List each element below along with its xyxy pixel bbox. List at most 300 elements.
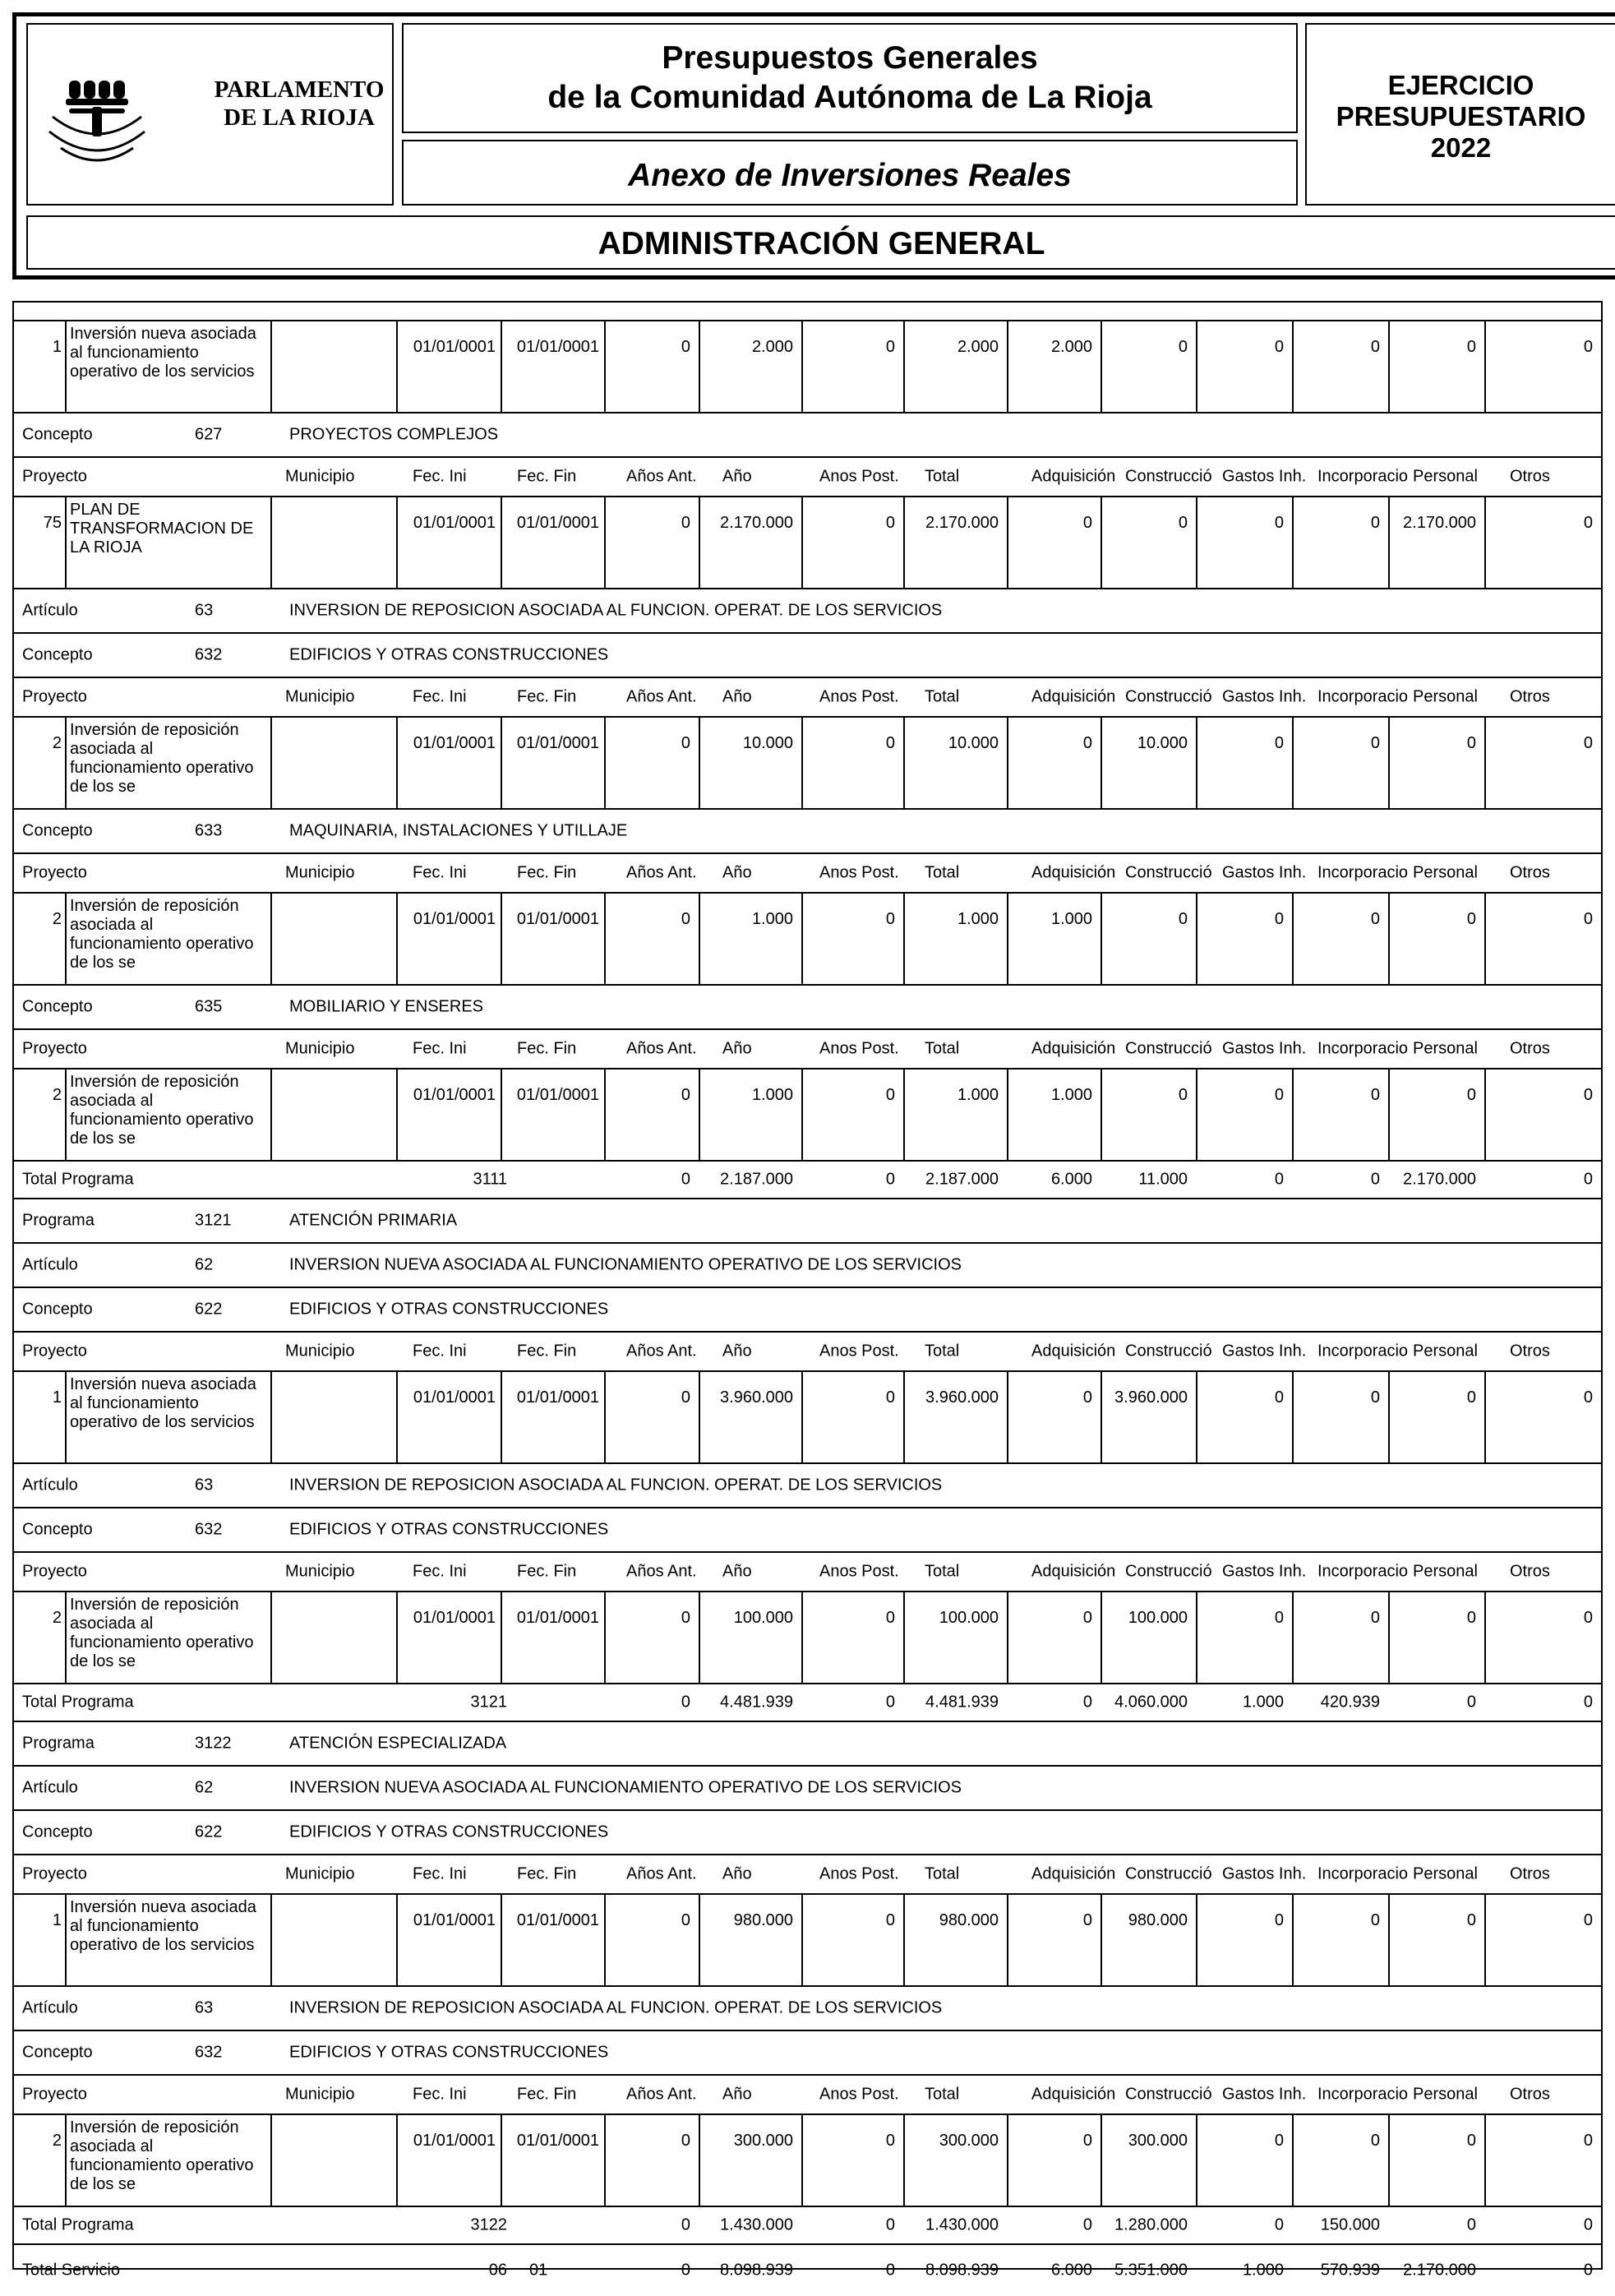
column-header: Anos Post. — [819, 467, 899, 486]
column-header: Personal — [1413, 863, 1478, 882]
column-header: Anos Post. — [819, 1342, 899, 1361]
anos-ant-value: 0 — [604, 718, 699, 808]
total-value: 1.000 — [903, 1069, 1007, 1160]
column-header: Anos Post. — [819, 687, 899, 706]
column-header: Fec. Ini — [413, 863, 467, 882]
project-row — [14, 1591, 1601, 1683]
column-header: Otros — [1510, 1039, 1550, 1058]
group-code: 62 — [195, 1255, 214, 1274]
otros-value: 0 — [1484, 894, 1601, 984]
total-value: 3.960.000 — [903, 1372, 1007, 1462]
anos-ant-value: 0 — [604, 1372, 699, 1462]
gastos-inh-value: 0 — [1196, 894, 1292, 984]
anos-ant-value: 0 — [604, 894, 699, 984]
total-code: 3121 — [470, 1693, 507, 1712]
total-amount: 0 — [885, 2261, 895, 2280]
project-number: 2 — [52, 734, 62, 752]
total-code: 3111 — [473, 1170, 507, 1189]
ano-value: 980.000 — [699, 1895, 801, 1985]
otros-value: 0 — [1484, 1895, 1601, 1985]
ano-value: 1.000 — [699, 1069, 801, 1160]
column-header: Proyecto — [22, 2085, 87, 2104]
column-header: Personal — [1413, 687, 1478, 706]
column-header: Personal — [1413, 1864, 1478, 1883]
total-amount: 0 — [1082, 2215, 1092, 2234]
personal-value: 0 — [1388, 1372, 1484, 1462]
column-header: Total — [925, 1039, 960, 1058]
column-header: Total — [925, 687, 960, 706]
anos-post-value: 0 — [801, 2115, 903, 2206]
column-header: Otros — [1510, 1864, 1550, 1883]
group-kind: Programa — [22, 1734, 95, 1753]
total-value: 2.170.000 — [903, 497, 1007, 588]
anos-post-value: 0 — [801, 1592, 903, 1683]
total-amount: 2.187.000 — [925, 1170, 999, 1189]
construccion-value: 3.960.000 — [1101, 1372, 1196, 1462]
project-name: Inversión de reposición asociada al funcionamiento operativo de los se — [65, 894, 270, 984]
total-code-secondary: 01 — [529, 2261, 548, 2280]
gastos-inh-value: 0 — [1196, 1069, 1292, 1160]
column-header: Proyecto — [22, 863, 87, 882]
project-name: Inversión de reposición asociada al funcionamiento operativo de los se — [65, 1592, 270, 1683]
project-number: 1 — [52, 1911, 62, 1929]
column-header: Personal — [1413, 467, 1478, 486]
column-header: Adquisición — [1031, 1562, 1116, 1581]
project-row — [14, 1370, 1601, 1462]
group-code: 3121 — [195, 1211, 232, 1230]
anos-post-value: 0 — [801, 1895, 903, 1985]
anos-post-value: 0 — [801, 497, 903, 588]
column-header: Municipio — [285, 687, 355, 706]
project-row — [14, 716, 1601, 808]
group-kind: Artículo — [22, 1998, 78, 2017]
column-header: Adquisición — [1031, 467, 1116, 486]
group-label-row — [14, 1765, 1601, 1809]
group-kind: Artículo — [22, 601, 78, 620]
total-amount: 1.430.000 — [925, 2215, 999, 2234]
group-description: ATENCIÓN PRIMARIA — [289, 1211, 458, 1230]
group-code: 635 — [195, 997, 223, 1016]
adquisicion-value: 0 — [1007, 497, 1101, 588]
column-header-row — [14, 677, 1601, 716]
total-amount: 150.000 — [1320, 2215, 1380, 2234]
group-label-row — [14, 1721, 1601, 1765]
adquisicion-value: 2.000 — [1007, 321, 1101, 412]
total-amount: 4.481.939 — [925, 1693, 999, 1712]
group-label-row — [14, 2030, 1601, 2074]
column-header: Adquisición — [1031, 2085, 1116, 2104]
fecha-fin: 01/01/0001 — [501, 1372, 604, 1462]
column-header: Total — [925, 1342, 960, 1361]
column-header: Gastos Inh. — [1222, 687, 1307, 706]
column-header: Personal — [1413, 1342, 1478, 1361]
project-name: PLAN DE TRANSFORMACION DE LA RIOJA — [65, 497, 270, 588]
column-header-row — [14, 852, 1601, 892]
column-header: Años Ant. — [626, 1864, 697, 1883]
total-amount: 2.187.000 — [720, 1170, 793, 1189]
total-amount: 0 — [1466, 2215, 1476, 2234]
project-row — [14, 2114, 1601, 2206]
total-amount: 0 — [1082, 1693, 1092, 1712]
fecha-fin: 01/01/0001 — [501, 1592, 604, 1683]
group-description: INVERSION DE REPOSICION ASOCIADA AL FUNCION. OPERAT. DE LOS SERVICIOS — [289, 1998, 943, 2017]
incorporacion-value: 0 — [1292, 1592, 1388, 1683]
fecha-inicio: 01/01/0001 — [396, 718, 501, 808]
column-header: Fec. Fin — [517, 1342, 577, 1361]
construccion-value: 10.000 — [1101, 718, 1196, 808]
column-header: Anos Post. — [819, 1864, 899, 1883]
otros-value: 0 — [1484, 1069, 1601, 1160]
fecha-inicio: 01/01/0001 — [396, 497, 501, 588]
municipio-cell — [270, 1069, 396, 1160]
ano-value: 100.000 — [699, 1592, 801, 1683]
total-amount: 0 — [885, 2215, 895, 2234]
municipio-cell — [270, 497, 396, 588]
column-header: Gastos Inh. — [1222, 863, 1307, 882]
fecha-inicio: 01/01/0001 — [396, 894, 501, 984]
total-value: 10.000 — [903, 718, 1007, 808]
column-header-row — [14, 1028, 1601, 1068]
total-amount: 8.098.939 — [720, 2261, 793, 2280]
gastos-inh-value: 0 — [1196, 1895, 1292, 1985]
column-header: Año — [722, 863, 752, 882]
gastos-inh-value: 0 — [1196, 1592, 1292, 1683]
column-header: Gastos Inh. — [1222, 467, 1307, 486]
personal-value: 0 — [1388, 1895, 1484, 1985]
total-amount: 0 — [885, 1693, 895, 1712]
column-header: Fec. Fin — [517, 1864, 577, 1883]
group-label-row — [14, 632, 1601, 677]
logo-line: PARLAMENTO — [214, 76, 385, 103]
column-header: Incorporacio — [1317, 1039, 1409, 1058]
column-header-row — [14, 1551, 1601, 1591]
total-amount: 0 — [1274, 2215, 1284, 2234]
group-label-row — [14, 984, 1601, 1028]
column-header: Año — [722, 2085, 752, 2104]
total-amount: 570.939 — [1320, 2261, 1380, 2280]
group-label-row — [14, 588, 1601, 632]
logo-line: DE LA RIOJA — [224, 104, 375, 131]
total-amount: 4.481.939 — [720, 1693, 793, 1712]
total-amount: 0 — [1370, 1170, 1380, 1189]
ano-value: 1.000 — [699, 894, 801, 984]
column-header: Años Ant. — [626, 2085, 697, 2104]
ano-value: 3.960.000 — [699, 1372, 801, 1462]
section-title: ADMINISTRACIÓN GENERAL — [26, 215, 1615, 270]
otros-value: 0 — [1484, 718, 1601, 808]
group-kind: Concepto — [22, 1300, 93, 1319]
column-header: Incorporacio — [1317, 2085, 1409, 2104]
total-amount: 8.098.939 — [925, 2261, 999, 2280]
fecha-fin: 01/01/0001 — [501, 894, 604, 984]
group-code: 622 — [195, 1822, 223, 1841]
total-amount: 2.170.000 — [1403, 1170, 1476, 1189]
adquisicion-value: 0 — [1007, 2115, 1101, 2206]
year-line: PRESUPUESTARIO — [1336, 101, 1586, 132]
column-header: Municipio — [285, 467, 355, 486]
project-name: Inversión nueva asociada al funcionamiento operativo de los servicios — [65, 1895, 270, 1985]
project-name: Inversión nueva asociada al funcionamiento operativo de los servicios — [65, 1372, 270, 1462]
column-header: Incorporacio — [1317, 1342, 1409, 1361]
column-header: Anos Post. — [819, 1562, 899, 1581]
group-code: 633 — [195, 821, 223, 840]
total-row — [14, 2206, 1601, 2243]
column-header: Adquisición — [1031, 1039, 1116, 1058]
group-kind: Artículo — [22, 1476, 78, 1494]
project-row — [14, 1068, 1601, 1160]
anos-ant-value: 0 — [604, 1592, 699, 1683]
group-kind: Concepto — [22, 821, 93, 840]
project-number: 2 — [52, 1086, 62, 1104]
total-amount: 2.170.000 — [1403, 2261, 1476, 2280]
total-row — [14, 1683, 1601, 1721]
adquisicion-value: 0 — [1007, 1895, 1101, 1985]
total-amount: 0 — [1466, 1693, 1476, 1712]
group-code: 627 — [195, 425, 223, 444]
personal-value: 0 — [1388, 321, 1484, 412]
column-header: Construcció — [1125, 687, 1212, 706]
construccion-value: 0 — [1101, 894, 1196, 984]
year-line: 2022 — [1430, 132, 1492, 163]
total-value: 100.000 — [903, 1592, 1007, 1683]
column-header: Construcció — [1125, 863, 1212, 882]
project-row — [14, 892, 1601, 984]
group-description: INVERSION DE REPOSICION ASOCIADA AL FUNCION. OPERAT. DE LOS SERVICIOS — [289, 601, 943, 620]
construccion-value: 300.000 — [1101, 2115, 1196, 2206]
project-row — [14, 1893, 1601, 1985]
construccion-value: 0 — [1101, 321, 1196, 412]
column-header: Años Ant. — [626, 1342, 697, 1361]
total-value: 1.000 — [903, 894, 1007, 984]
fecha-fin: 01/01/0001 — [501, 718, 604, 808]
group-kind: Concepto — [22, 997, 93, 1016]
total-row — [14, 2243, 1601, 2296]
personal-value: 0 — [1388, 2115, 1484, 2206]
column-header: Fec. Fin — [517, 687, 577, 706]
total-amount: 0 — [681, 2261, 690, 2280]
gastos-inh-value: 0 — [1196, 2115, 1292, 2206]
document-subtitle: Anexo de Inversiones Reales — [402, 140, 1298, 206]
total-label: Total Servicio — [22, 2261, 120, 2280]
column-header: Personal — [1413, 2085, 1478, 2104]
column-header: Construcció — [1125, 1562, 1212, 1581]
group-code: 63 — [195, 1476, 214, 1494]
personal-value: 2.170.000 — [1388, 497, 1484, 588]
incorporacion-value: 0 — [1292, 1372, 1388, 1462]
column-header: Adquisición — [1031, 863, 1116, 882]
group-label-row — [14, 1198, 1601, 1242]
total-amount: 1.000 — [1242, 1693, 1284, 1712]
column-header: Fec. Ini — [413, 467, 467, 486]
total-code: 06 — [488, 2261, 507, 2280]
total-amount: 0 — [1274, 1170, 1284, 1189]
column-header: Personal — [1413, 1039, 1478, 1058]
column-header-row — [14, 456, 1601, 496]
column-header: Fec. Ini — [413, 1562, 467, 1581]
project-name: Inversión de reposición asociada al funcionamiento operativo de los se — [65, 2115, 270, 2206]
project-number: 2 — [52, 2132, 62, 2150]
column-header: Construcció — [1125, 1039, 1212, 1058]
fecha-inicio: 01/01/0001 — [396, 1372, 501, 1462]
group-code: 63 — [195, 601, 214, 620]
anos-ant-value: 0 — [604, 321, 699, 412]
otros-value: 0 — [1484, 1592, 1601, 1683]
project-row — [14, 496, 1601, 588]
column-header: Fec. Ini — [413, 1864, 467, 1883]
group-kind: Concepto — [22, 2043, 93, 2062]
column-header: Adquisición — [1031, 687, 1116, 706]
total-code: 3122 — [470, 2215, 507, 2234]
construccion-value: 980.000 — [1101, 1895, 1196, 1985]
column-header: Años Ant. — [626, 1039, 697, 1058]
total-value: 2.000 — [903, 321, 1007, 412]
anos-post-value: 0 — [801, 718, 903, 808]
column-header: Proyecto — [22, 1039, 87, 1058]
group-kind: Artículo — [22, 1255, 78, 1274]
column-header: Fec. Fin — [517, 863, 577, 882]
group-code: 3122 — [195, 1734, 232, 1753]
column-header: Municipio — [285, 1039, 355, 1058]
column-header: Construcció — [1125, 1864, 1212, 1883]
personal-value: 0 — [1388, 718, 1484, 808]
project-number: 75 — [43, 514, 62, 532]
total-amount: 0 — [1583, 2261, 1593, 2280]
group-code: 632 — [195, 645, 223, 664]
total-label: Total Programa — [22, 2215, 134, 2234]
anos-ant-value: 0 — [604, 497, 699, 588]
municipio-cell — [270, 718, 396, 808]
municipio-cell — [270, 2115, 396, 2206]
total-amount: 1.430.000 — [720, 2215, 793, 2234]
incorporacion-value: 0 — [1292, 1069, 1388, 1160]
group-kind: Programa — [22, 1211, 95, 1230]
otros-value: 0 — [1484, 321, 1601, 412]
group-description: ATENCIÓN ESPECIALIZADA — [289, 1734, 507, 1753]
project-number: 2 — [52, 910, 62, 928]
group-description: EDIFICIOS Y OTRAS CONSTRUCCIONES — [289, 1300, 609, 1319]
group-label-row — [14, 1287, 1601, 1331]
column-header: Anos Post. — [819, 2085, 899, 2104]
column-header: Municipio — [285, 2085, 355, 2104]
construccion-value: 100.000 — [1101, 1592, 1196, 1683]
total-amount: 11.000 — [1138, 1170, 1188, 1189]
column-header: Fec. Ini — [413, 1342, 467, 1361]
total-amount: 0 — [681, 2215, 690, 2234]
gastos-inh-value: 0 — [1196, 497, 1292, 588]
investment-table — [12, 301, 1603, 2280]
column-header: Incorporacio — [1317, 1562, 1409, 1581]
otros-value: 0 — [1484, 1372, 1601, 1462]
column-header: Personal — [1413, 1562, 1478, 1581]
group-code: 62 — [195, 1778, 214, 1797]
column-header: Otros — [1510, 467, 1550, 486]
group-code: 622 — [195, 1300, 223, 1319]
municipio-cell — [270, 1895, 396, 1985]
fecha-fin: 01/01/0001 — [501, 1895, 604, 1985]
column-header: Gastos Inh. — [1222, 1562, 1307, 1581]
adquisicion-value: 0 — [1007, 718, 1101, 808]
total-amount: 6.000 — [1050, 1170, 1092, 1189]
column-header: Otros — [1510, 2085, 1550, 2104]
title-line: Presupuestos Generales — [662, 40, 1038, 76]
column-header-row — [14, 1854, 1601, 1893]
group-description: EDIFICIOS Y OTRAS CONSTRUCCIONES — [289, 2043, 609, 2062]
column-header: Total — [925, 1864, 960, 1883]
fecha-fin: 01/01/0001 — [501, 2115, 604, 2206]
column-header: Incorporacio — [1317, 687, 1409, 706]
column-header: Gastos Inh. — [1222, 2085, 1307, 2104]
column-header: Fec. Fin — [517, 1039, 577, 1058]
column-header: Año — [722, 1039, 752, 1058]
total-value: 300.000 — [903, 2115, 1007, 2206]
parliament-name — [192, 76, 406, 132]
adquisicion-value: 1.000 — [1007, 894, 1101, 984]
group-description: EDIFICIOS Y OTRAS CONSTRUCCIONES — [289, 1520, 609, 1539]
fecha-inicio: 01/01/0001 — [396, 1069, 501, 1160]
column-header: Total — [925, 1562, 960, 1581]
group-kind: Concepto — [22, 425, 93, 444]
municipio-cell — [270, 1372, 396, 1462]
total-row — [14, 1160, 1601, 1198]
column-header: Adquisición — [1031, 1864, 1116, 1883]
document-title — [402, 23, 1298, 133]
total-amount: 0 — [885, 1170, 895, 1189]
ano-value: 2.000 — [699, 321, 801, 412]
otros-value: 0 — [1484, 497, 1601, 588]
anos-ant-value: 0 — [604, 1069, 699, 1160]
column-header: Gastos Inh. — [1222, 1342, 1307, 1361]
column-header: Proyecto — [22, 1562, 87, 1581]
group-label-row — [14, 1809, 1601, 1854]
column-header: Total — [925, 2085, 960, 2104]
total-amount: 0 — [1583, 2215, 1593, 2234]
column-header: Municipio — [285, 1342, 355, 1361]
column-header: Adquisición — [1031, 1342, 1116, 1361]
project-number: 2 — [52, 1609, 62, 1627]
group-description: MAQUINARIA, INSTALACIONES Y UTILLAJE — [289, 821, 628, 840]
group-description: INVERSION NUEVA ASOCIADA AL FUNCIONAMIENTO OPERATIVO DE LOS SERVICIOS — [289, 1255, 962, 1274]
column-header: Fec. Fin — [517, 1562, 577, 1581]
column-header: Construcció — [1125, 1342, 1212, 1361]
column-header: Total — [925, 467, 960, 486]
group-code: 63 — [195, 1998, 214, 2017]
project-number: 1 — [52, 338, 62, 356]
group-label-row — [14, 1507, 1601, 1551]
column-header: Proyecto — [22, 687, 87, 706]
incorporacion-value: 0 — [1292, 2115, 1388, 2206]
total-amount: 6.000 — [1050, 2261, 1092, 2280]
total-amount: 0 — [681, 1170, 690, 1189]
ano-value: 2.170.000 — [699, 497, 801, 588]
total-amount: 0 — [681, 1693, 690, 1712]
column-header: Otros — [1510, 863, 1550, 882]
adquisicion-value: 0 — [1007, 1592, 1101, 1683]
fiscal-year-box — [1305, 23, 1615, 206]
group-kind: Concepto — [22, 645, 93, 664]
personal-value: 0 — [1388, 1592, 1484, 1683]
group-description: INVERSION DE REPOSICION ASOCIADA AL FUNCION. OPERAT. DE LOS SERVICIOS — [289, 1476, 943, 1494]
column-header: Fec. Fin — [517, 2085, 577, 2104]
total-amount: 4.060.000 — [1114, 1693, 1188, 1712]
column-header: Incorporacio — [1317, 863, 1409, 882]
group-code: 632 — [195, 2043, 223, 2062]
project-name: Inversión nueva asociada al funcionamiento operativo de los servicios — [65, 321, 270, 412]
gastos-inh-value: 0 — [1196, 321, 1292, 412]
fecha-inicio: 01/01/0001 — [396, 1895, 501, 1985]
anos-post-value: 0 — [801, 321, 903, 412]
column-header: Proyecto — [22, 1864, 87, 1883]
otros-value: 0 — [1484, 2115, 1601, 2206]
